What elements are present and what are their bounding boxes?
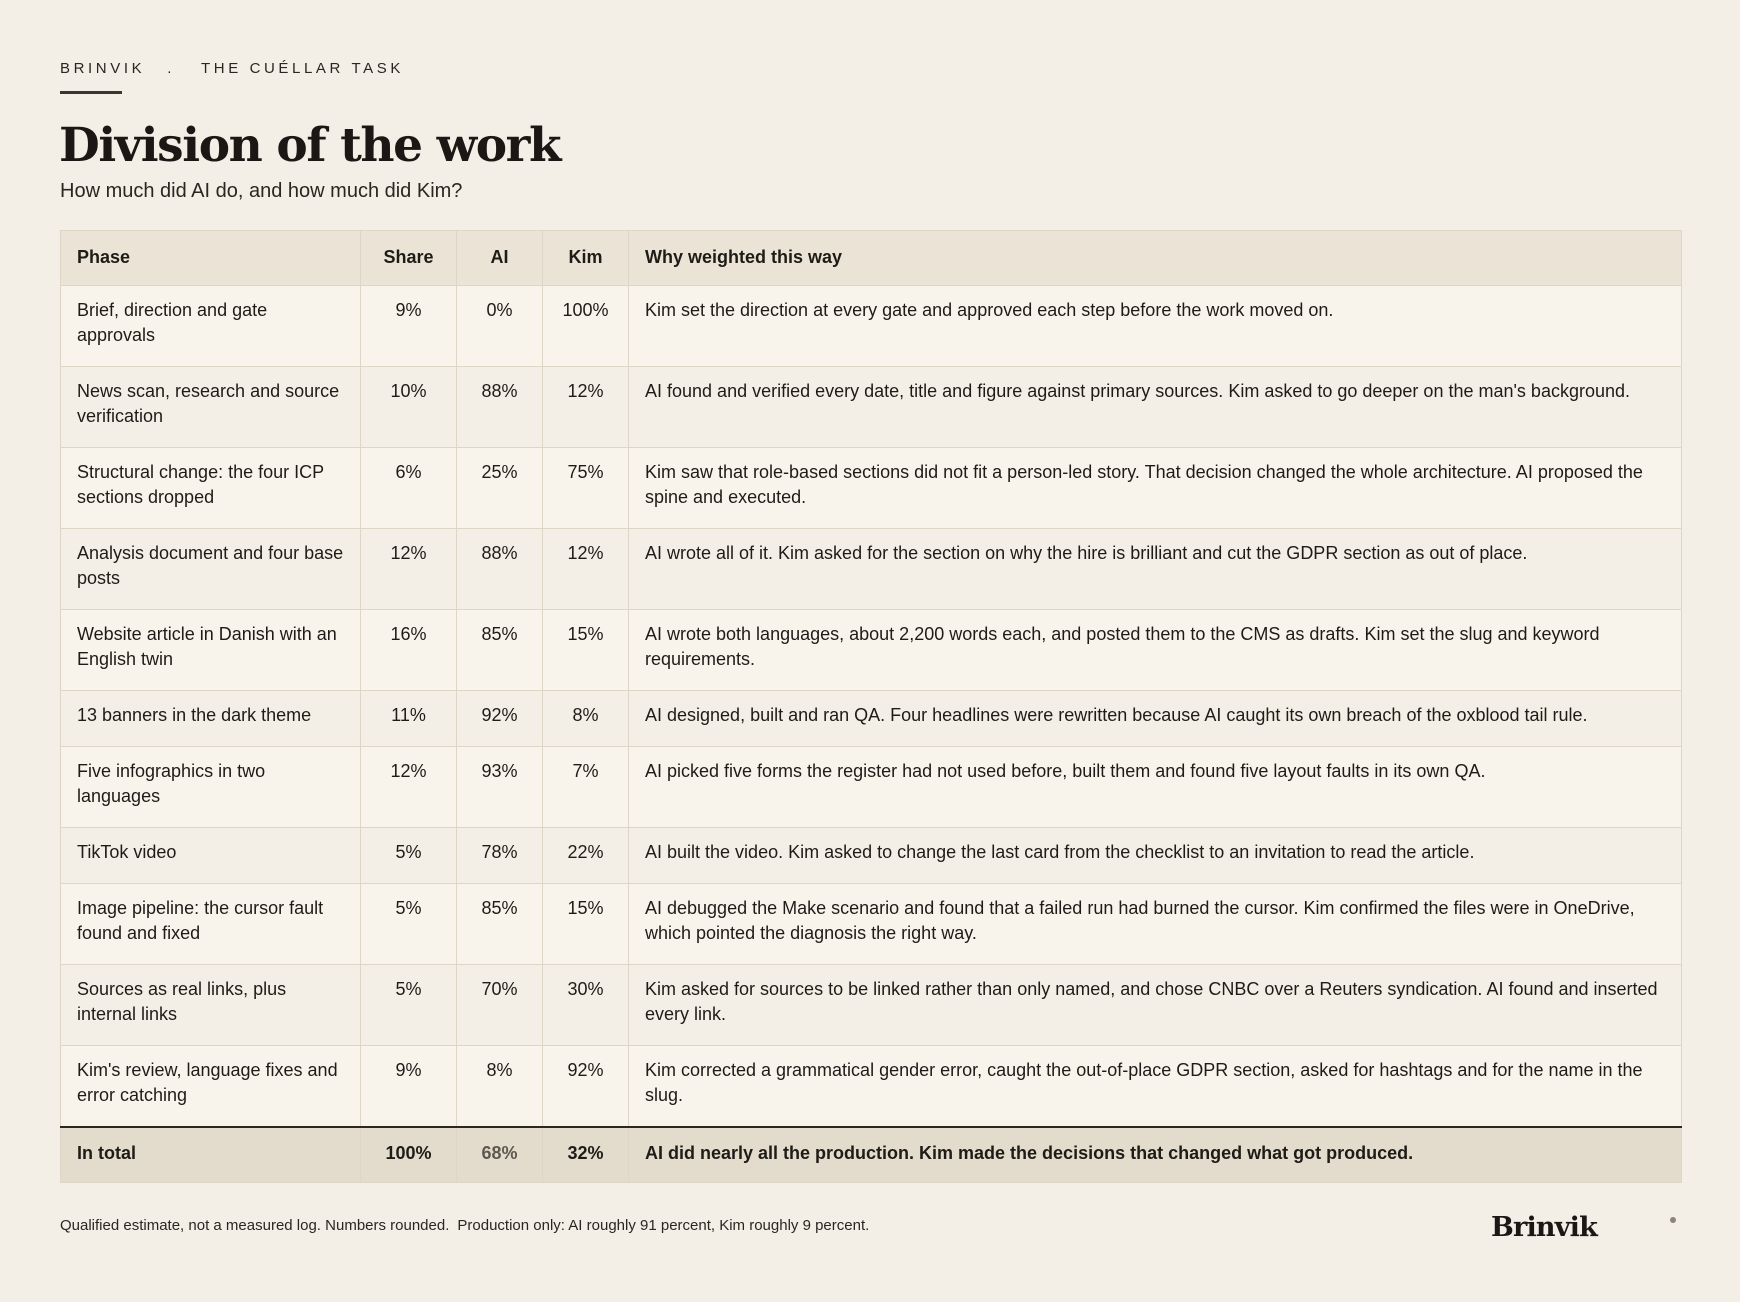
- cell-ai: 25%: [457, 448, 543, 529]
- cell-phase: TikTok video: [61, 828, 361, 884]
- cell-ai: 92%: [457, 691, 543, 747]
- cell-why: Kim corrected a grammatical gender error, caught the out-of-place GDPR section, asked for hashtags and for the name in the slug.: [629, 1046, 1682, 1128]
- table-row: [61, 286, 1682, 367]
- table-row: [61, 828, 1682, 884]
- total-kim: 32%: [543, 1127, 629, 1183]
- cell-why: AI found and verified every date, title and figure against primary sources. Kim asked to go deeper on the man's background.: [629, 367, 1682, 448]
- brand-label: BRINVIK: [60, 60, 146, 77]
- project-label: THE CUÉLLAR TASK: [201, 60, 404, 77]
- cell-ai: 70%: [457, 965, 543, 1046]
- col-header-why: Why weighted this way: [629, 231, 1682, 286]
- cell-share: 5%: [361, 965, 457, 1046]
- cell-kim: 92%: [543, 1046, 629, 1128]
- eyebrow-separator: .: [167, 60, 175, 77]
- total-share: 100%: [361, 1127, 457, 1183]
- cell-phase: Analysis document and four base posts: [61, 529, 361, 610]
- cell-why: AI built the video. Kim asked to change the last card from the checklist to an invitation to read the article.: [629, 828, 1682, 884]
- total-ai: 68%: [457, 1127, 543, 1183]
- cell-why: Kim set the direction at every gate and approved each step before the work moved on.: [629, 286, 1682, 367]
- cell-kim: 30%: [543, 965, 629, 1046]
- total-phase: In total: [61, 1127, 361, 1183]
- cell-why: AI designed, built and ran QA. Four headlines were rewritten because AI caught its own breach of the oxblood tail rule.: [629, 691, 1682, 747]
- col-header-phase: Phase: [61, 231, 361, 286]
- cell-ai: 0%: [457, 286, 543, 367]
- col-header-ai: AI: [457, 231, 543, 286]
- cell-phase: Brief, direction and gate approvals: [61, 286, 361, 367]
- col-header-kim: Kim: [543, 231, 629, 286]
- cell-ai: 88%: [457, 529, 543, 610]
- table-row: [61, 884, 1682, 965]
- cell-why: AI picked five forms the register had not used before, built them and found five layout faults in its own QA.: [629, 747, 1682, 828]
- table-row: [61, 448, 1682, 529]
- col-header-share: Share: [361, 231, 457, 286]
- footnote-production: Production only: AI roughly 91 percent, Kim roughly 9 percent.: [457, 1217, 870, 1234]
- table-row: [61, 529, 1682, 610]
- cell-share: 9%: [361, 1046, 457, 1128]
- cell-share: 5%: [361, 828, 457, 884]
- eyebrow-rule: [60, 91, 122, 94]
- cell-phase: Structural change: the four ICP sections dropped: [61, 448, 361, 529]
- brinvik-logo: Brinvik: [1491, 1212, 1597, 1243]
- cell-kim: 12%: [543, 367, 629, 448]
- cell-phase: Five infographics in two languages: [61, 747, 361, 828]
- cell-kim: 75%: [543, 448, 629, 529]
- cell-share: 10%: [361, 367, 457, 448]
- total-row: [61, 1127, 1682, 1183]
- cell-why: Kim asked for sources to be linked rather than only named, and chose CNBC over a Reuters syndication. AI found and inserted every link.: [629, 965, 1682, 1046]
- cell-why: AI debugged the Make scenario and found that a failed run had burned the cursor. Kim confirmed the files were in OneDrive, which pointed the diagnosis the right way.: [629, 884, 1682, 965]
- cell-why: Kim saw that role-based sections did not fit a person-led story. That decision changed the whole architecture. AI proposed the spine and executed.: [629, 448, 1682, 529]
- table-row: [61, 747, 1682, 828]
- cell-share: 11%: [361, 691, 457, 747]
- table-row: [61, 965, 1682, 1046]
- cell-share: 6%: [361, 448, 457, 529]
- table-row: [61, 367, 1682, 448]
- cell-kim: 12%: [543, 529, 629, 610]
- cell-share: 16%: [361, 610, 457, 691]
- cell-kim: 15%: [543, 884, 629, 965]
- cell-kim: 7%: [543, 747, 629, 828]
- cell-phase: Sources as real links, plus internal links: [61, 965, 361, 1046]
- cell-share: 12%: [361, 747, 457, 828]
- page-indicator-dot: [1670, 1217, 1676, 1223]
- cell-ai: 93%: [457, 747, 543, 828]
- footnote-estimate: Qualified estimate, not a measured log. Numbers rounded.: [60, 1217, 450, 1234]
- cell-phase: Website article in Danish with an English twin: [61, 610, 361, 691]
- cell-phase: News scan, research and source verification: [61, 367, 361, 448]
- division-table: [60, 230, 1682, 1183]
- page-subtitle: How much did AI do, and how much did Kim?: [60, 180, 463, 202]
- cell-phase: 13 banners in the dark theme: [61, 691, 361, 747]
- footnote: [60, 1217, 869, 1234]
- table-row: [61, 691, 1682, 747]
- cell-ai: 88%: [457, 367, 543, 448]
- table-row: [61, 1046, 1682, 1128]
- cell-share: 12%: [361, 529, 457, 610]
- cell-phase: Kim's review, language fixes and error catching: [61, 1046, 361, 1128]
- cell-kim: 8%: [543, 691, 629, 747]
- cell-kim: 100%: [543, 286, 629, 367]
- cell-why: AI wrote both languages, about 2,200 words each, and posted them to the CMS as drafts. Kim set the slug and keyword requirements.: [629, 610, 1682, 691]
- cell-ai: 85%: [457, 884, 543, 965]
- cell-kim: 22%: [543, 828, 629, 884]
- cell-ai: 85%: [457, 610, 543, 691]
- eyebrow: [60, 60, 404, 77]
- table-header-row: [61, 231, 1682, 286]
- total-why: AI did nearly all the production. Kim made the decisions that changed what got produced.: [629, 1127, 1682, 1183]
- cell-why: AI wrote all of it. Kim asked for the section on why the hire is brilliant and cut the GDPR section as out of place.: [629, 529, 1682, 610]
- table-row: [61, 610, 1682, 691]
- cell-share: 5%: [361, 884, 457, 965]
- cell-phase: Image pipeline: the cursor fault found and fixed: [61, 884, 361, 965]
- cell-kim: 15%: [543, 610, 629, 691]
- cell-ai: 8%: [457, 1046, 543, 1128]
- cell-ai: 78%: [457, 828, 543, 884]
- cell-share: 9%: [361, 286, 457, 367]
- page-title: Division of the work: [59, 118, 561, 173]
